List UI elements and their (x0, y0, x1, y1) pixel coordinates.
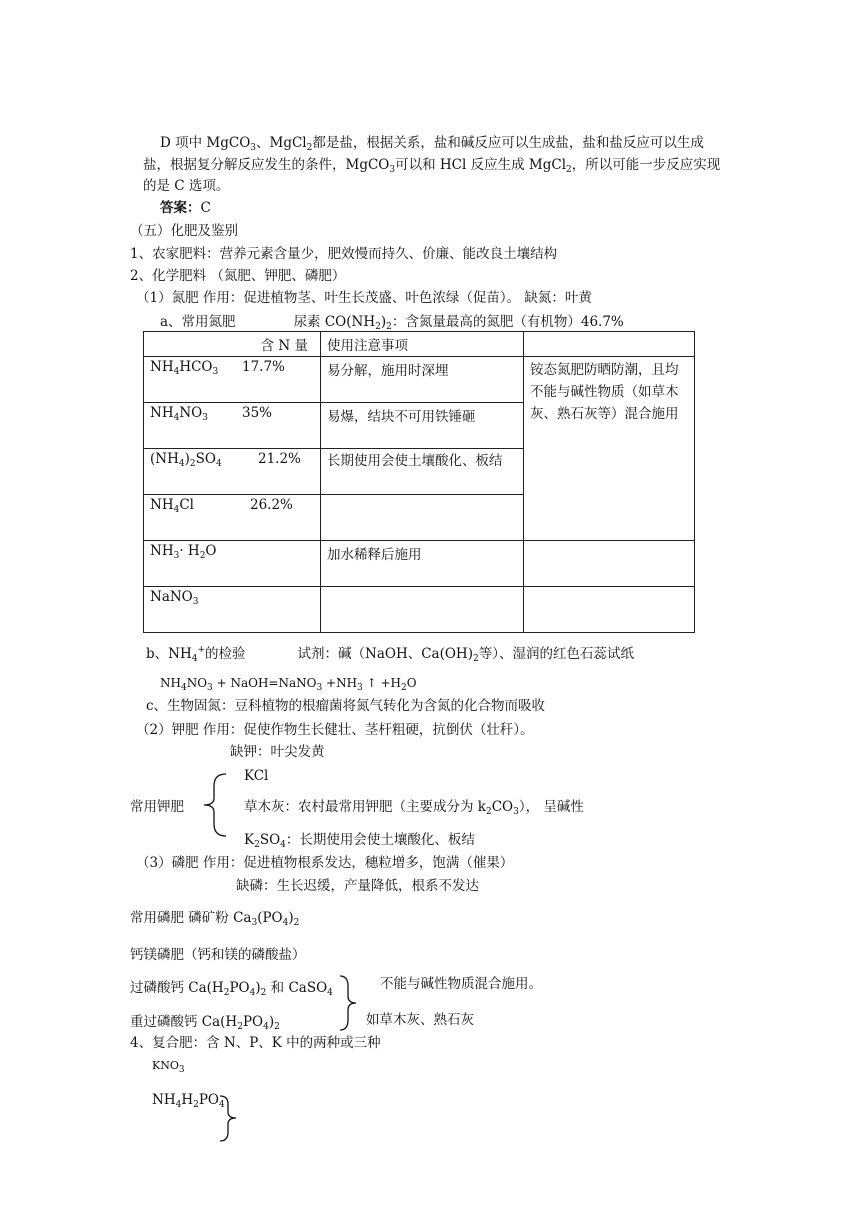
item-4: 4、复合肥：含 N、P、K 中的两种或三种 (130, 1035, 381, 1051)
phosphorus-line: （3）磷肥 作用：促进植物根系发达，穗粒增多，饱满（催果） (136, 855, 514, 871)
merged-note: 铵态氮肥防晒防潮，且均不能与碱性物质（如草木灰、熟石灰等）混合施用 (524, 357, 695, 541)
fertilizer-nano3: NaNO$_3$ (144, 587, 321, 633)
nitrogen-fertilizer-table (143, 331, 695, 633)
equation: $NH_4NO_3$ + NaOH=NaNO$_3$ $+NH_3$ ↑ $+H_2O$ (160, 676, 417, 693)
answer (160, 198, 211, 218)
para-d-line2: 盐，根据复分解反应发生的条件，MgCO$_3$可以和 HCl 反应生成 MgCl$_2$，所以可能一步反应实现 (143, 157, 721, 175)
nh4-test-line: b、$NH_4^+$的检验 试剂：碱（NaOH、$Ca(OH)_2$等）、湿润的红色石蕊试纸 (146, 645, 634, 664)
right-brace-icon (338, 974, 360, 1032)
header-n-content: 含 N 量 (144, 332, 321, 357)
fertilizer-nh4-2so4: $(NH_4)_2SO_4$ 21.2% (144, 449, 321, 495)
nh4h2po4: $NH_4H_2PO_4$ (152, 1092, 225, 1110)
phosphorus-common: 常用磷肥 磷矿粉 $Ca_3(PO_4)_2$ (130, 910, 300, 928)
nitrogen-line: （1）氮肥 作用：促进植物茎、叶生长茂盛、叶色浓绿（促苗）。 缺氮：叶黄 (136, 290, 592, 306)
item-2: 2、化学肥料 （氮肥、钾肥、磷肥） (130, 268, 346, 284)
kcl: KCl (244, 768, 269, 784)
note-nh3-h2o: 加水稀释后施用 (321, 541, 524, 587)
calcium-magnesium-phosphate: 钙镁磷肥（钙和镁的磷酸盐） (130, 947, 306, 963)
header-notes: 使用注意事项 (321, 332, 524, 357)
note-nh4no3: 易爆，结块不可用铁锤砸 (321, 403, 524, 449)
answer-value: C (200, 200, 211, 216)
fertilizer-nh4no3: $NH_4NO_3$ 35% (144, 403, 321, 449)
fertilizer-nh4cl: $NH_4Cl$ 26.2% (144, 495, 321, 541)
section-5-heading: （五）化肥及鉴别 (130, 223, 238, 239)
k2so4: $K_2SO_4$：长期使用会使土壤酸化、板结 (244, 832, 475, 850)
urea-line: a、常用氮肥 尿素 $CO(NH_2)_2$：含氮量最高的氮肥（有机物）46.7% (160, 314, 624, 332)
para-d-line3: 的是 C 选项。 (143, 178, 230, 194)
potassium-deficiency: 缺钾：叶尖发黄 (230, 744, 325, 760)
wood-ash: 草木灰：农村最常用钾肥（主要成分为 $k_2CO_3$）， 呈碱性 (244, 799, 584, 817)
triple-superphosphate: 重过磷酸钙 $Ca(H_2PO_4)_2$ (130, 1014, 280, 1032)
fertilizer-nh3-h2o: $NH_3\cdot H_2O$ (144, 541, 321, 587)
fertilizer-nh4hco3: $NH_4HCO_3$ 17.7% (144, 357, 321, 403)
bio-fixation: c、生物固氮：豆科植物的根瘤菌将氮气转化为含氮的化合物而吸收 (146, 698, 546, 714)
compound-brace-icon (218, 1094, 240, 1144)
kno3: $KNO_3$ (152, 1059, 185, 1075)
potassium-common-label: 常用钾肥 (130, 799, 184, 815)
note-nh4hco3: 易分解，施用时深埋 (321, 357, 524, 403)
superphosphate-note: 不能与碱性物质混合施用。 (380, 976, 542, 992)
note-nano3 (321, 587, 524, 633)
left-brace-icon (200, 772, 230, 838)
potassium-line: （2）钾肥 作用：促使作物生长健壮、茎杆粗硬，抗倒伏（壮秆）。 (136, 722, 534, 738)
phosphorus-deficiency: 缺磷：生长迟缓，产量降低，根系不发达 (236, 878, 479, 894)
superphosphate: 过磷酸钙 $Ca(H_2PO_4)_2$ 和 CaSO$_4$ (130, 980, 333, 998)
note-nh4cl (321, 495, 524, 541)
note-nh4-2so4: 长期使用会使土壤酸化、板结 (321, 449, 524, 495)
para-d-line1: D 项中 MgCO$_3$、MgCl$_2$都是盐，根据关系，盐和碱反应可以生成盐，盐和盐反应可以生成 (160, 135, 704, 153)
item-1: 1、农家肥料：营养元素含量少，肥效慢而持久、价廉、能改良土壤结构 (130, 246, 558, 262)
answer-label: 答案： (160, 200, 201, 216)
triple-superphosphate-note: 如草木灰、熟石灰 (366, 1012, 474, 1028)
